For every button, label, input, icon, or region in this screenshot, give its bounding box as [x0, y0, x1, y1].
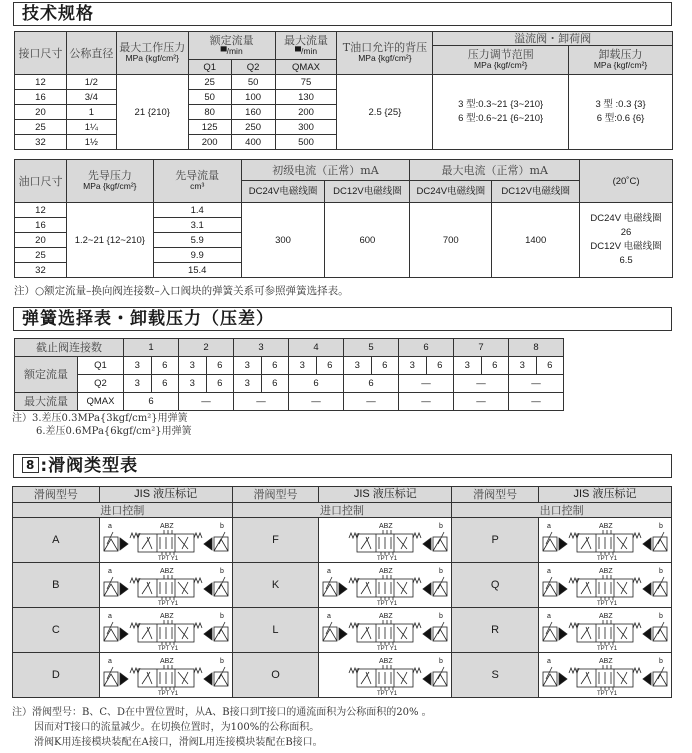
valve-symbol-icon	[319, 610, 451, 650]
header-spool-type: 滑阀型号	[13, 487, 100, 503]
spool-type-label: D	[13, 653, 100, 698]
header-count: 4	[289, 339, 344, 357]
cell-port: 12	[15, 203, 67, 218]
cell-q2: 400	[231, 135, 275, 150]
svg-text:b: b	[658, 658, 663, 665]
valve-symbol-icon	[100, 520, 232, 560]
svg-text:a: a	[546, 523, 551, 530]
cell-q2: 50	[231, 75, 275, 90]
label-q1: Q1	[78, 357, 124, 375]
cell-spring: —	[344, 393, 399, 411]
header-dc12: DC12V电磁线圈	[492, 181, 580, 203]
svg-text:b: b	[439, 523, 444, 530]
cell-port: 20	[15, 233, 67, 248]
cell-spring: 3	[454, 357, 482, 375]
spool-row	[13, 608, 672, 653]
svg-text:a: a	[107, 568, 112, 575]
flow-icon: ▀	[220, 45, 227, 56]
spool-type-label: R	[452, 608, 539, 653]
svg-text:a: a	[107, 658, 112, 665]
spool-note-1: 注）滑阀型号：B、C、D在中置位置时，从A、B接口到T接口的通流面积为公称面积的20% 。	[12, 707, 432, 718]
section-title-specs: 技术规格	[13, 2, 672, 26]
svg-text:a: a	[107, 613, 112, 620]
svg-text:b: b	[658, 613, 663, 620]
cell-spring: 3	[179, 375, 207, 393]
cell-qmax: 300	[275, 120, 337, 135]
section-title-text: :滑阀类型表	[40, 456, 139, 476]
header-port-size: 接口尺寸	[15, 32, 67, 75]
header-max-flow: 最大流量 ▀/min	[275, 32, 337, 60]
header-max-current: 最大电流（正常）mA	[410, 160, 580, 181]
valve-symbol-icon	[319, 520, 451, 560]
flow-icon: ▀	[294, 45, 301, 56]
cell-q1: 125	[188, 120, 231, 135]
header-jis: JIS 液压标记	[319, 487, 452, 503]
svg-text:b: b	[658, 523, 663, 530]
header-count: 1	[124, 339, 179, 357]
cell-pilot-flow: 9.9	[153, 248, 241, 263]
svg-text:a: a	[327, 613, 332, 620]
spool-type-label: O	[232, 653, 319, 698]
cell-dia: 3/4	[66, 90, 116, 105]
header-spool-type: 滑阀型号	[232, 487, 319, 503]
table-row	[15, 357, 564, 375]
svg-text:TPT Y1: TPT Y1	[377, 646, 398, 650]
svg-text:b: b	[219, 523, 224, 530]
table-row	[15, 75, 673, 90]
cell-spring: —	[454, 375, 509, 393]
cell-qmax: 130	[275, 90, 337, 105]
cell-port: 25	[15, 120, 67, 135]
cell-spring: 6	[124, 393, 179, 411]
label-qmax: QMAX	[78, 393, 124, 411]
header-max-pressure: 最大工作压力 MPa {kgf/cm²}	[116, 32, 188, 75]
cell-spring: 3	[289, 357, 317, 375]
svg-text:a: a	[546, 613, 551, 620]
cell-port: 12	[15, 75, 67, 90]
header-count: 2	[179, 339, 234, 357]
svg-text:a: a	[546, 658, 551, 665]
cell-qmax: 500	[275, 135, 337, 150]
cell-spring: —	[509, 375, 564, 393]
section-number-badge: 8	[22, 457, 39, 473]
svg-text:b: b	[439, 568, 444, 575]
cell-spring: —	[179, 393, 234, 411]
cell-port: 32	[15, 263, 67, 278]
cell-unload: 3 型 :0.3 {3} 6 型:0.6 {6}	[569, 75, 673, 150]
cell-pilot-flow: 5.9	[153, 233, 241, 248]
jis-symbol-cell	[538, 518, 671, 563]
jis-symbol-cell	[99, 653, 232, 698]
header-nominal-dia: 公称直径	[66, 32, 116, 75]
svg-text:ABZ: ABZ	[379, 523, 393, 530]
svg-text:b: b	[219, 568, 224, 575]
header-q1: Q1	[188, 60, 231, 75]
cell-dia: 1½	[66, 135, 116, 150]
cell-port: 16	[15, 90, 67, 105]
cell-spring: —	[509, 393, 564, 411]
header-unload-pressure: 卸载压力 MPa {kgf/cm²}	[569, 46, 673, 75]
valve-symbol-icon	[539, 565, 671, 605]
svg-text:ABZ: ABZ	[159, 523, 174, 530]
table-row	[15, 375, 564, 393]
spool-note-3: 滑阀K用连接模块装配在A接口，滑阀L用连接模块装配在B接口。	[34, 737, 323, 748]
cell-pilot-flow: 1.4	[153, 203, 241, 218]
cell-spring: 6	[289, 375, 344, 393]
valve-symbol-icon	[319, 655, 451, 695]
cell-spring: 6	[426, 357, 454, 375]
svg-text:TPT Y1: TPT Y1	[157, 646, 178, 650]
header-initial-current: 初级电流（正常）mA	[241, 160, 410, 181]
spring-note-2: 6.差压0.6MPa{6kgf/cm²}用弹簧	[36, 426, 192, 437]
svg-text:b: b	[658, 568, 663, 575]
header-count: 6	[399, 339, 454, 357]
cell-spring: 3	[234, 357, 262, 375]
spring-table	[14, 338, 564, 411]
header-pilot-pressure: 先导压力 MPa {kgf/cm²}	[66, 160, 153, 203]
label-max-flow: 最大流量	[15, 393, 78, 411]
svg-text:ABZ: ABZ	[159, 568, 174, 575]
jis-symbol-cell	[319, 608, 452, 653]
cell-q1: 50	[188, 90, 231, 105]
cell-adj-range: 3 型:0.3~21 {3~210} 6 型:0.6~21 {6~210}	[433, 75, 569, 150]
cell-spring: 6	[151, 357, 179, 375]
cell-resistance: DC24V 电磁线圈 26 DC12V 电磁线圈 6.5	[580, 203, 673, 278]
header-inlet-control: 进口控制	[232, 503, 452, 518]
svg-text:TPT Y1: TPT Y1	[596, 556, 618, 560]
jis-symbol-cell	[538, 653, 671, 698]
svg-text:TPT Y1: TPT Y1	[377, 601, 398, 605]
cell-max-dc24: 700	[410, 203, 492, 278]
table-row	[15, 203, 673, 218]
cell-spring: 6	[206, 357, 234, 375]
svg-text:a: a	[327, 568, 332, 575]
jis-symbol-cell	[99, 563, 232, 608]
spool-note-2: 因而对T接口的流量减少。在切换位置时，为100%的公称面积。	[34, 722, 320, 733]
cell-spring: 3	[399, 357, 427, 375]
header-dc24: DC24V电磁线圈	[410, 181, 492, 203]
cell-spring: 3	[344, 357, 372, 375]
header-jis: JIS 液压标记	[538, 487, 671, 503]
svg-text:ABZ: ABZ	[598, 658, 613, 665]
cell-port: 16	[15, 218, 67, 233]
svg-text:b: b	[219, 658, 224, 665]
valve-symbol-icon	[100, 655, 232, 695]
cell-dia: 1/2	[66, 75, 116, 90]
cell-spring: —	[234, 393, 289, 411]
cell-port: 32	[15, 135, 67, 150]
header-pilot-flow: 先导流量 cm³	[153, 160, 241, 203]
spool-type-label: B	[13, 563, 100, 608]
header-relief-group: 溢流阀・卸荷阀	[433, 32, 673, 46]
cell-initial-dc24: 300	[241, 203, 325, 278]
svg-text:TPT Y1: TPT Y1	[157, 691, 178, 695]
jis-symbol-cell	[319, 653, 452, 698]
spool-type-label: S	[452, 653, 539, 698]
svg-text:a: a	[546, 568, 551, 575]
svg-text:ABZ: ABZ	[598, 613, 613, 620]
svg-text:TPT Y1: TPT Y1	[377, 556, 398, 560]
cell-spring: 6	[481, 357, 509, 375]
svg-text:ABZ: ABZ	[598, 568, 613, 575]
header-back-pressure: T油口允许的背压 MPa {kgf/cm²}	[337, 32, 433, 75]
cell-pilot-pressure: 1.2~21 {12~210}	[66, 203, 153, 278]
spool-type-label: P	[452, 518, 539, 563]
header-count: 3	[234, 339, 289, 357]
cell-q1: 80	[188, 105, 231, 120]
cell-spring: 3	[124, 357, 152, 375]
spool-row	[13, 653, 672, 698]
cell-spring: 6	[151, 375, 179, 393]
header-outlet-control: 出口控制	[452, 503, 672, 518]
svg-text:ABZ: ABZ	[159, 613, 174, 620]
label-rated-flow: 额定流量	[15, 357, 78, 393]
cell-spring: —	[399, 375, 454, 393]
header-temp: (20˚C)	[580, 160, 673, 203]
header-count: 5	[344, 339, 399, 357]
spool-type-label: A	[13, 518, 100, 563]
header-jis: JIS 液压标记	[99, 487, 232, 503]
svg-text:ABZ: ABZ	[159, 658, 174, 665]
section-title-spool	[13, 454, 672, 478]
svg-text:TPT Y1: TPT Y1	[596, 691, 618, 695]
cell-qmax: 200	[275, 105, 337, 120]
spool-table	[12, 486, 672, 698]
valve-symbol-icon	[100, 610, 232, 650]
cell-max-dc12: 1400	[492, 203, 580, 278]
valve-symbol-icon	[539, 655, 671, 695]
svg-text:TPT Y1: TPT Y1	[157, 556, 178, 560]
cell-spring: 6	[536, 357, 564, 375]
cell-q1: 25	[188, 75, 231, 90]
jis-symbol-cell	[319, 518, 452, 563]
cell-dia: 1¼	[66, 120, 116, 135]
cell-pilot-flow: 3.1	[153, 218, 241, 233]
spool-type-label: K	[232, 563, 319, 608]
header-count: 7	[454, 339, 509, 357]
jis-symbol-cell	[319, 563, 452, 608]
jis-symbol-cell	[538, 563, 671, 608]
cell-pilot-flow: 15.4	[153, 263, 241, 278]
cell-spring: 6	[261, 357, 289, 375]
cell-dia: 1	[66, 105, 116, 120]
cell-port: 20	[15, 105, 67, 120]
header-spool-type: 滑阀型号	[452, 487, 539, 503]
spool-type-label: C	[13, 608, 100, 653]
cell-port: 25	[15, 248, 67, 263]
spool-row	[13, 518, 672, 563]
header-connection-count: 截止阀连接数	[15, 339, 124, 357]
cell-q2: 160	[231, 105, 275, 120]
cell-spring: —	[289, 393, 344, 411]
jis-symbol-cell	[99, 518, 232, 563]
cell-spring: 3	[179, 357, 207, 375]
cell-spring: —	[399, 393, 454, 411]
cell-qmax: 75	[275, 75, 337, 90]
header-port-size: 油口尺寸	[15, 160, 67, 203]
valve-symbol-icon	[319, 565, 451, 605]
svg-text:TPT Y1: TPT Y1	[157, 601, 178, 605]
cell-max-pressure: 21 {210}	[116, 75, 188, 150]
svg-text:TPT Y1: TPT Y1	[377, 691, 398, 695]
jis-symbol-cell	[99, 608, 232, 653]
valve-symbol-icon	[100, 565, 232, 605]
cell-spring: 3	[124, 375, 152, 393]
valve-symbol-icon	[539, 520, 671, 560]
svg-text:ABZ: ABZ	[598, 523, 613, 530]
pilot-table	[14, 159, 673, 278]
cell-spring: 3	[234, 375, 262, 393]
section-title-spring: 弹簧选择表・卸载压力（压差）	[13, 307, 672, 331]
cell-spring: 6	[371, 357, 399, 375]
header-dc12: DC12V电磁线圈	[325, 181, 410, 203]
svg-text:b: b	[219, 613, 224, 620]
cell-q2: 100	[231, 90, 275, 105]
svg-text:TPT Y1: TPT Y1	[596, 646, 618, 650]
spec-table	[14, 31, 673, 150]
header-inlet-control: 进口控制	[13, 503, 233, 518]
cell-spring: 6	[261, 375, 289, 393]
header-count: 8	[509, 339, 564, 357]
svg-text:b: b	[439, 658, 444, 665]
svg-text:a: a	[107, 523, 112, 530]
svg-text:ABZ: ABZ	[379, 658, 393, 665]
spool-type-label: F	[232, 518, 319, 563]
cell-spring: 6	[316, 357, 344, 375]
cell-back-pressure: 2.5 {25}	[337, 75, 433, 150]
spool-row	[13, 563, 672, 608]
header-adj-range: 压力调节范围 MPa {kgf/cm²}	[433, 46, 569, 75]
spring-note-1: 注）3.差压0.3MPa{3kgf/cm²}用弹簧	[12, 413, 188, 424]
cell-q1: 200	[188, 135, 231, 150]
header-q2: Q2	[231, 60, 275, 75]
table-row	[15, 393, 564, 411]
pilot-note: 注）○额定流量–换向阀连接数–入口阀块的弹簧关系可参照弹簧选择表。	[14, 285, 349, 297]
label-q2: Q2	[78, 375, 124, 393]
svg-text:ABZ: ABZ	[379, 613, 393, 620]
cell-initial-dc12: 600	[325, 203, 410, 278]
jis-symbol-cell	[538, 608, 671, 653]
cell-spring: 3	[509, 357, 537, 375]
cell-q2: 250	[231, 120, 275, 135]
svg-text:b: b	[439, 613, 444, 620]
svg-text:ABZ: ABZ	[379, 568, 393, 575]
header-dc24: DC24V电磁线圈	[241, 181, 325, 203]
cell-spring: —	[454, 393, 509, 411]
spool-type-label: Q	[452, 563, 539, 608]
spool-type-label: L	[232, 608, 319, 653]
header-rated-flow: 额定流量 ▀/min	[188, 32, 275, 60]
svg-text:TPT Y1: TPT Y1	[596, 601, 618, 605]
cell-spring: 6	[206, 375, 234, 393]
header-qmax: QMAX	[275, 60, 337, 75]
cell-spring: 6	[344, 375, 399, 393]
valve-symbol-icon	[539, 610, 671, 650]
